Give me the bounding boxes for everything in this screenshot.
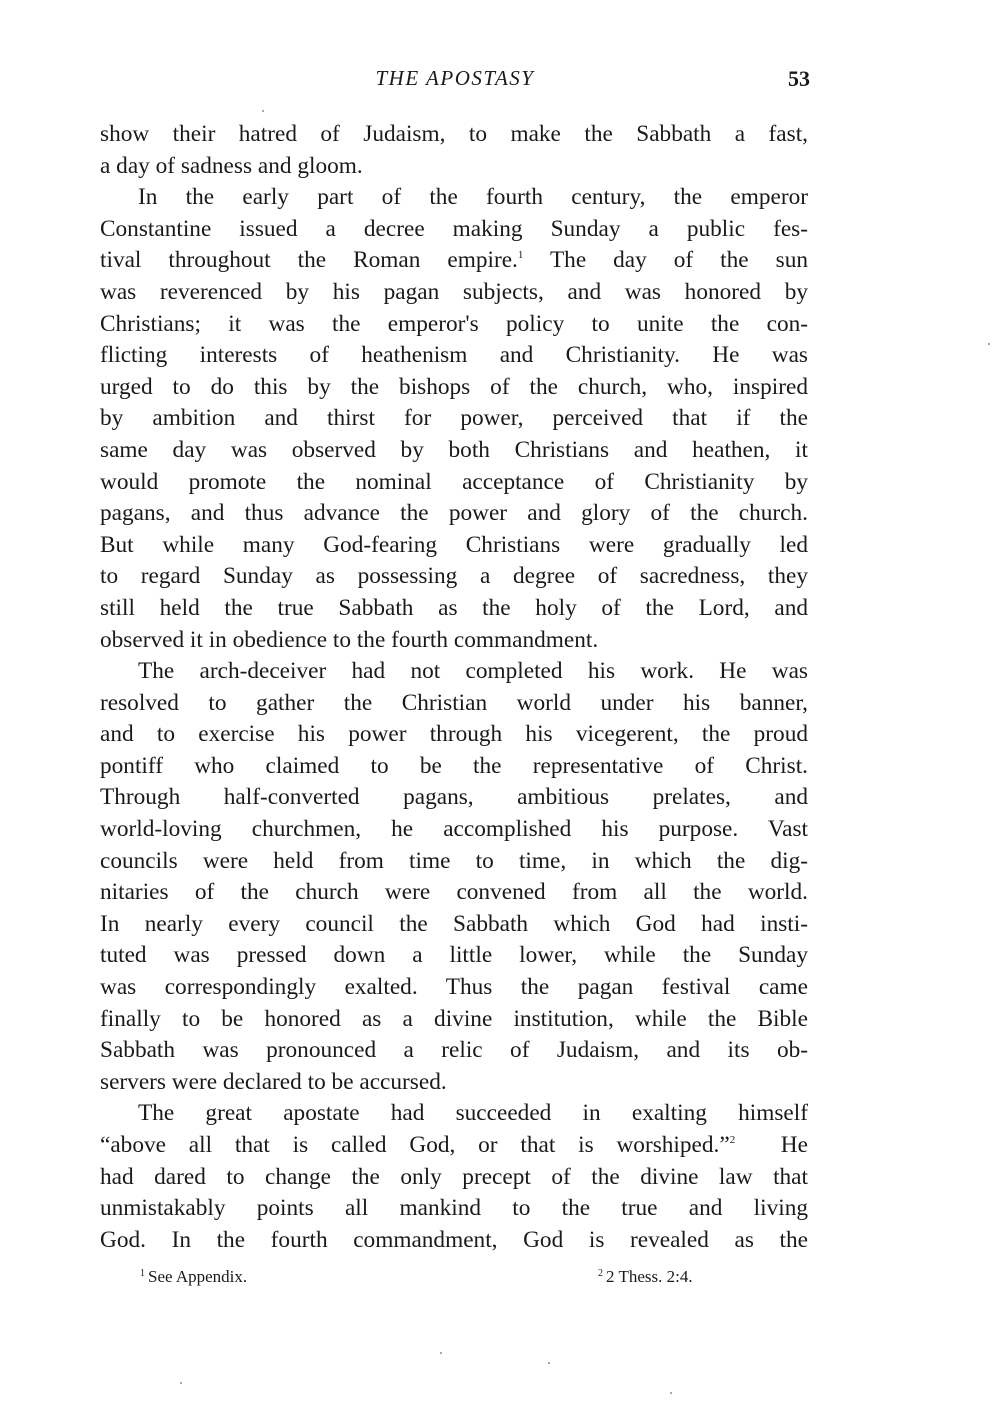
text-line	[100, 877, 808, 909]
line-text: In the early part of the fourth century, the emperor	[138, 184, 808, 211]
text-line	[100, 719, 808, 751]
text-line	[100, 498, 808, 530]
line-text: “above all that is called God, or that is worshiped.”	[100, 1132, 730, 1158]
line-text: still held the true Sabbath as the holy of the Lord, and	[100, 594, 808, 621]
line-text: God. In the fourth commandment, God is revealed as the	[100, 1226, 808, 1253]
text-line	[100, 309, 808, 341]
text-line	[100, 688, 808, 720]
page-number: 53	[788, 66, 810, 91]
line-text: tuted was pressed down a little lower, while the Sunday	[100, 942, 808, 969]
line-text: pagans, and thus advance the power and glory of the church.	[100, 500, 808, 527]
line-text: pontiff who claimed to be the representative of Christ.	[100, 752, 808, 779]
text-line	[100, 151, 808, 183]
text-line	[100, 435, 808, 467]
footnote-1	[140, 1267, 247, 1287]
line-text: world-loving churchmen, he accomplished his purpose. Vast	[100, 816, 808, 843]
page-header	[100, 66, 810, 96]
footnote-reference: 1	[517, 249, 524, 262]
footnote-text: See Appendix.	[148, 1267, 248, 1286]
line-text: flicting interests of heathenism and Christianity. He was	[100, 342, 808, 369]
line-text: resolved to gather the Christian world under his banner,	[100, 689, 808, 716]
footnote-marker: 1	[140, 1268, 145, 1279]
line-text: by ambition and thirst for power, perceived that if the	[100, 405, 808, 432]
text-line	[100, 1035, 808, 1067]
text-line	[100, 1162, 808, 1194]
line-text: observed it in obedience to the fourth commandment.	[100, 626, 599, 653]
line-text-continued: He	[735, 1132, 808, 1158]
text-line	[100, 372, 808, 404]
line-text: had dared to change the only precept of the divine law that	[100, 1163, 808, 1190]
scan-speck	[180, 1382, 182, 1384]
text-line	[100, 403, 808, 435]
text-line	[100, 467, 808, 499]
text-line	[100, 561, 808, 593]
text-line	[100, 1130, 808, 1162]
line-text: was reverenced by his pagan subjects, and was honored by	[100, 278, 808, 305]
line-text: The great apostate had succeeded in exalting himself	[138, 1100, 808, 1127]
text-line	[100, 277, 808, 309]
text-line	[100, 846, 808, 878]
line-text: In nearly every council the Sabbath which God had insti-	[100, 910, 808, 937]
footnote-text: 2 Thess. 2:4.	[606, 1267, 693, 1286]
text-line	[100, 530, 808, 562]
scan-speck	[670, 1392, 672, 1394]
text-line	[100, 751, 808, 783]
line-text: finally to be honored as a divine institution, while the Bible	[100, 1005, 808, 1032]
text-line	[100, 1067, 808, 1099]
line-text: unmistakably points all mankind to the true and living	[100, 1195, 808, 1222]
footnote-reference: 2	[729, 1134, 736, 1146]
text-line	[100, 1193, 808, 1225]
line-text: Christians; it was the emperor's policy to unite the con-	[100, 310, 808, 337]
text-line	[100, 656, 808, 688]
line-text: servers were declared to be accursed.	[100, 1068, 447, 1095]
line-text: a day of sadness and gloom.	[100, 152, 363, 179]
line-text: tival throughout the Roman empire.	[100, 247, 518, 274]
body-text	[100, 119, 808, 1256]
text-line	[100, 814, 808, 846]
text-line	[100, 119, 808, 151]
text-line	[100, 972, 808, 1004]
text-line	[100, 782, 808, 814]
line-text: nitaries of the church were convened from all the world.	[100, 879, 808, 906]
text-line	[100, 625, 808, 657]
line-text: Sabbath was pronounced a relic of Judaism, and its ob-	[100, 1037, 808, 1064]
text-line	[100, 340, 808, 372]
text-line	[100, 1004, 808, 1036]
text-line	[100, 909, 808, 941]
text-line	[100, 940, 808, 972]
line-text-continued: The day of the sun	[523, 247, 808, 274]
line-text: same day was observed by both Christians and heathen, it	[100, 436, 808, 463]
text-line	[100, 1098, 808, 1130]
text-line	[100, 245, 808, 277]
scan-speck	[262, 110, 264, 112]
line-text: to regard Sunday as possessing a degree of sacredness, they	[100, 563, 808, 590]
line-text: councils were held from time to time, in which the dig-	[100, 847, 808, 874]
scan-speck	[548, 1362, 550, 1364]
line-text: and to exercise his power through his vicegerent, the proud	[100, 721, 808, 748]
scan-speck	[988, 343, 990, 345]
line-text: Constantine issued a decree making Sunday a public fes-	[100, 215, 808, 242]
footnote-2	[598, 1267, 693, 1287]
text-line	[100, 1225, 808, 1257]
line-text: show their hatred of Judaism, to make the Sabbath a fast,	[100, 121, 808, 147]
line-text: urged to do this by the bishops of the church, who, inspired	[100, 373, 808, 400]
footnotes	[100, 1267, 808, 1291]
scan-speck	[440, 1352, 442, 1354]
text-line	[100, 182, 808, 214]
line-text: But while many God-fearing Christians were gradually led	[100, 531, 808, 558]
line-text: Through half-converted pagans, ambitious prelates, and	[100, 784, 808, 811]
text-line	[100, 214, 808, 246]
line-text: was correspondingly exalted. Thus the pagan festival came	[100, 974, 808, 1001]
footnote-marker: 2	[598, 1268, 603, 1279]
line-text: The arch-deceiver had not completed his work. He was	[138, 658, 808, 685]
running-title: THE APOSTASY	[375, 66, 535, 90]
text-line	[100, 593, 808, 625]
line-text: would promote the nominal acceptance of Christianity by	[100, 468, 808, 495]
